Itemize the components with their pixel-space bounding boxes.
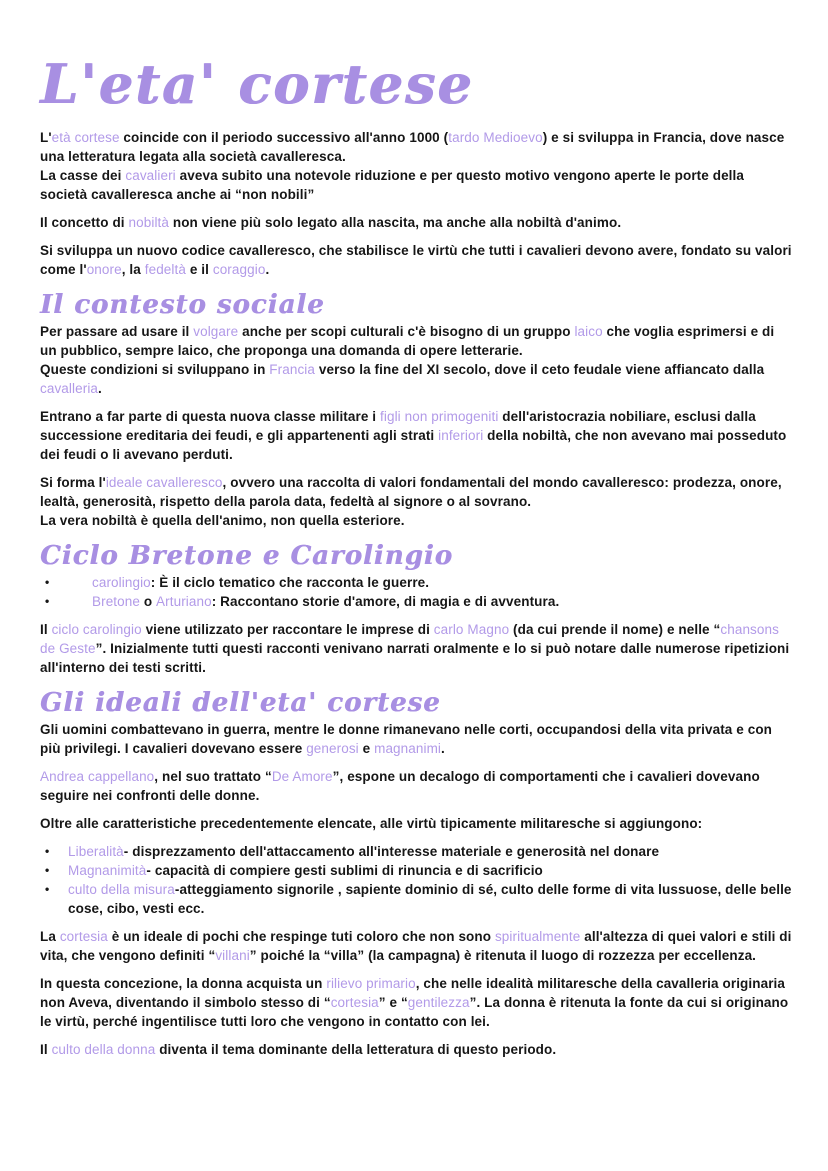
text-run: ”. La donna è ritenuta la fonte da cui si originano le virtù, perché ingentilisce tutti loro che vengono in contatto con lei. — [40, 995, 789, 1029]
text-run: . — [441, 741, 445, 756]
list-item — [40, 573, 792, 592]
highlighted-term: Francia — [269, 362, 315, 377]
text-run: all'altezza di quei valori e stili di vita, che vengono definiti “ — [40, 929, 792, 963]
text-run: - capacità di compiere gesti sublimi di rinuncia e di sacrificio — [146, 863, 543, 878]
text-run: anche per scopi culturali c'è bisogno di un gruppo — [238, 324, 575, 339]
highlighted-term: Andrea cappellano — [40, 769, 155, 784]
highlighted-term: inferiori — [438, 428, 484, 443]
text-run: o — [139, 594, 157, 609]
text-run: (da cui prende il nome) e nelle “ — [509, 622, 721, 637]
highlighted-term: cavalieri — [125, 168, 176, 183]
text-run: : È il ciclo tematico che racconta le guerre. — [150, 575, 430, 590]
highlighted-term: volgare — [193, 324, 239, 339]
text-run: e il — [185, 262, 213, 277]
text-run: , ovvero una raccolta di valori fondamentali del mondo cavalleresco: prodezza, onore, lealtà, generosità, rispetto della parola data, fedeltà al signore o al sovrano. — [40, 475, 782, 509]
section-heading-cicli: Ciclo Bretone e Carolingio — [40, 541, 453, 571]
highlighted-term: nobiltà — [128, 215, 169, 230]
text-run: ” e “ — [378, 995, 408, 1010]
highlighted-term: cortesia — [59, 929, 108, 944]
text-run: ”, espone un decalogo di comportamenti che i cavalieri dovevano seguire nei confronti delle donne. — [40, 769, 760, 803]
text-run: Queste condizioni si sviluppano in — [40, 362, 270, 377]
text-run: ” poiché la “villa” (la campagna) è ritenuta il luogo di rozzezza per eccellenza. — [249, 948, 757, 963]
text-run: viene utilizzato per raccontare le imprese di — [141, 622, 434, 637]
text-run: Per passare ad usare il — [40, 324, 194, 339]
text-run: L' — [40, 130, 52, 145]
text-run: Si forma l' — [40, 475, 106, 490]
highlighted-term: ideale cavalleresco — [105, 475, 223, 490]
highlighted-term: magnanimi — [374, 741, 442, 756]
highlighted-term: Arturiano — [156, 594, 212, 609]
paragraph-intro-2 — [40, 213, 792, 232]
virtues-bullet-list — [40, 842, 792, 918]
text-run: dell'aristocrazia nobiliare, esclusi dalla successione ereditaria dei feudi, e gli appartenenti agli strati — [40, 409, 756, 443]
paragraph-contesto-3 — [40, 473, 792, 530]
highlighted-term: Bretone — [92, 594, 140, 609]
text-run: - disprezzamento dell'attaccamento all'interesse materiale e generosità nel donare — [123, 844, 660, 859]
text-run: La — [40, 929, 60, 944]
text-run: non viene più solo legato alla nascita, ma anche alla nobiltà d'animo. — [169, 215, 622, 230]
highlighted-term: De Amore — [271, 769, 333, 784]
highlighted-term: carlo Magno — [433, 622, 510, 637]
highlighted-term: gentilezza — [407, 995, 470, 1010]
text-run: In questa concezione, la donna acquista un — [40, 976, 327, 991]
paragraph-ideali-1 — [40, 720, 792, 758]
text-run: : Raccontano storie d'amore, di magia e di avventura. — [211, 594, 560, 609]
highlighted-term: età cortese — [51, 130, 120, 145]
text-run: che voglia esprimersi e di un pubblico, sempre laico, che proponga una domanda di opere letterarie. — [40, 324, 775, 358]
text-run: diventa il tema dominante della letteratura di questo periodo. — [155, 1042, 557, 1057]
text-run: e — [358, 741, 375, 756]
text-run: , che nelle idealità militaresche della cavalleria originaria non Aveva, diventando il simbolo stesso di “ — [40, 976, 786, 1010]
text-run: La casse dei — [40, 168, 126, 183]
text-run: della nobiltà, che non avevano mai posseduto dei feudi o li avevano perduti. — [40, 428, 787, 462]
highlighted-term: onore — [86, 262, 122, 277]
paragraph-cicli-1 — [40, 620, 792, 677]
highlighted-term: spiritualmente — [494, 929, 581, 944]
paragraph-contesto-2 — [40, 407, 792, 464]
paragraph-ideali-6 — [40, 1040, 792, 1059]
highlighted-term: ciclo carolingio — [51, 622, 142, 637]
text-run: è un ideale di pochi che respinge tuti coloro che non sono — [107, 929, 495, 944]
text-run: Il — [40, 622, 52, 637]
section-heading-contesto-sociale: Il contesto sociale — [40, 290, 325, 320]
highlighted-term: Magnanimità — [68, 863, 147, 878]
highlighted-term: carolingio — [92, 575, 151, 590]
paragraph-contesto-1 — [40, 322, 792, 398]
highlighted-term: generosi — [306, 741, 359, 756]
paragraph-intro-3 — [40, 241, 792, 279]
cicli-bullet-list — [40, 573, 792, 611]
section-heading-ideali: Gli ideali dell'eta' cortese — [40, 688, 441, 718]
text-run: ) e si sviluppa in Francia, dove nasce una letteratura legata alla società cavalleresca. — [40, 130, 785, 164]
text-run: coincide con il periodo successivo all'anno 1000 ( — [119, 130, 449, 145]
text-run: . — [98, 381, 102, 396]
highlighted-term: tardo Medioevo — [448, 130, 543, 145]
list-item — [40, 842, 792, 861]
text-run: Oltre alle caratteristiche precedentemente elencate, alle virtù tipicamente militaresche si aggiungono: — [40, 816, 703, 831]
highlighted-term: laico — [574, 324, 603, 339]
highlighted-term: cavalleria — [40, 381, 99, 396]
text-run: Si sviluppa un nuovo codice cavalleresco, che stabilisce le virtù che tutti i cavalieri devono avere, fondato su valori come l' — [40, 243, 792, 277]
highlighted-term: Liberalità — [68, 844, 124, 859]
highlighted-term: chansons de Geste — [40, 622, 779, 656]
text-run: Il concetto di — [40, 215, 129, 230]
text-run: verso la fine del XI secolo, dove il ceto feudale viene affiancato dalla — [315, 362, 765, 377]
paragraph-ideali-5 — [40, 974, 792, 1031]
highlighted-term: culto della donna — [51, 1042, 156, 1057]
text-run: Il — [40, 1042, 52, 1057]
text-run: aveva subito una notevole riduzione e per questo motivo vengono aperte le porte della società cavalleresca anche ai “non nobili” — [40, 168, 744, 202]
page-title: L'eta' cortese — [40, 52, 474, 116]
list-item — [40, 880, 792, 918]
text-run: La vera nobiltà è quella dell'animo, non quella esteriore. — [40, 513, 405, 528]
list-item — [40, 861, 792, 880]
text-run: . — [265, 262, 270, 277]
paragraph-ideali-4 — [40, 927, 792, 965]
highlighted-term: villani — [215, 948, 250, 963]
highlighted-term: coraggio — [212, 262, 266, 277]
text-run: -atteggiamento signorile , sapiente dominio di sé, culto delle forme di vita lussuose, delle belle cose, cibo, vesti ecc. — [68, 882, 792, 916]
highlighted-term: cortesia — [330, 995, 379, 1010]
text-run: Entrano a far parte di questa nuova classe militare i — [40, 409, 381, 424]
list-item — [40, 592, 792, 611]
text-run: , nel suo trattato “ — [154, 769, 272, 784]
paragraph-intro-1 — [40, 128, 792, 204]
highlighted-term: fedeltà — [144, 262, 186, 277]
paragraph-ideali-2 — [40, 767, 792, 805]
text-run: Gli uomini combattevano in guerra, mentre le donne rimanevano nelle corti, occupandosi della vita privata e con più privilegi. I cavalieri dovevano essere — [40, 722, 773, 756]
paragraph-ideali-3 — [40, 814, 792, 833]
highlighted-term: figli non primogeniti — [380, 409, 499, 424]
highlighted-term: rilievo primario — [326, 976, 416, 991]
highlighted-term: culto della misura — [68, 882, 175, 897]
text-run: ”. Inizialmente tutti questi racconti venivano narrati oralmente e lo si può notare dalle numerose ripetizioni all'interno dei testi scritti. — [40, 641, 790, 675]
text-run: , la — [121, 262, 145, 277]
